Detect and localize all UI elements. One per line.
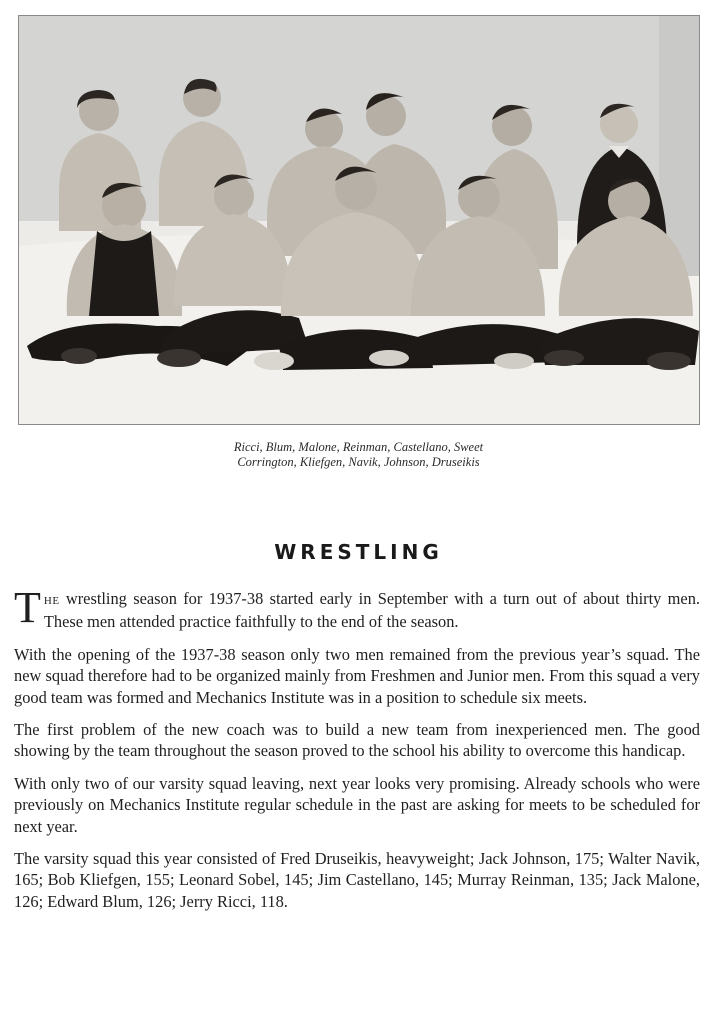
paragraph-4: With only two of our varsity squad leaving, next year looks very promising. Already schools who were previously on Mechanics Institute regular schedule in the past are asking for meets to be scheduled for next year.: [14, 773, 700, 836]
caption-line-2: Corrington, Kliefgen, Navik, Johnson, Druseikis: [237, 455, 480, 469]
paragraph-5: The varsity squad this year consisted of Fred Druseikis, heavyweight; Jack Johnson, 175; Walter Navik, 165; Bob Kliefgen, 155; Leonard Sobel, 145; Jim Castellano, 145; Murray Reinman, 135; Jack Malone, 126; Edward Blum, 126; Jerry Ricci, 118.: [14, 849, 700, 911]
section-heading: WRESTLING: [274, 540, 443, 564]
article-body: [14, 583, 700, 923]
team-photo-illustration: [19, 16, 700, 425]
photo-caption: [0, 440, 717, 470]
drop-cap: T: [14, 583, 41, 632]
paragraph-3: The first problem of the new coach was to build a new team from inexperienced men. The good showing by the team throughout the season proved to the school his ability to overcome this handicap.: [14, 720, 700, 761]
paragraph-1: [14, 583, 700, 633]
caption-line-1: Ricci, Blum, Malone, Reinman, Castellano, Sweet: [233, 440, 484, 454]
team-photo: [18, 15, 700, 425]
paragraph-1-smallcaps: he: [43, 592, 60, 608]
paragraph-1-text: wrestling season for 1937-38 started early in September with a turn out of about thirty men. These men attended practice faithfully to the end of the season.: [43, 589, 700, 632]
paragraph-2: With the opening of the 1937-38 season only two men remained from the previous year’s squad. The new squad therefore had to be organized mainly from Freshmen and Junior men. From this squad a very good team was formed and Mechanics Institute was in a position to schedule six meets.: [14, 644, 700, 707]
